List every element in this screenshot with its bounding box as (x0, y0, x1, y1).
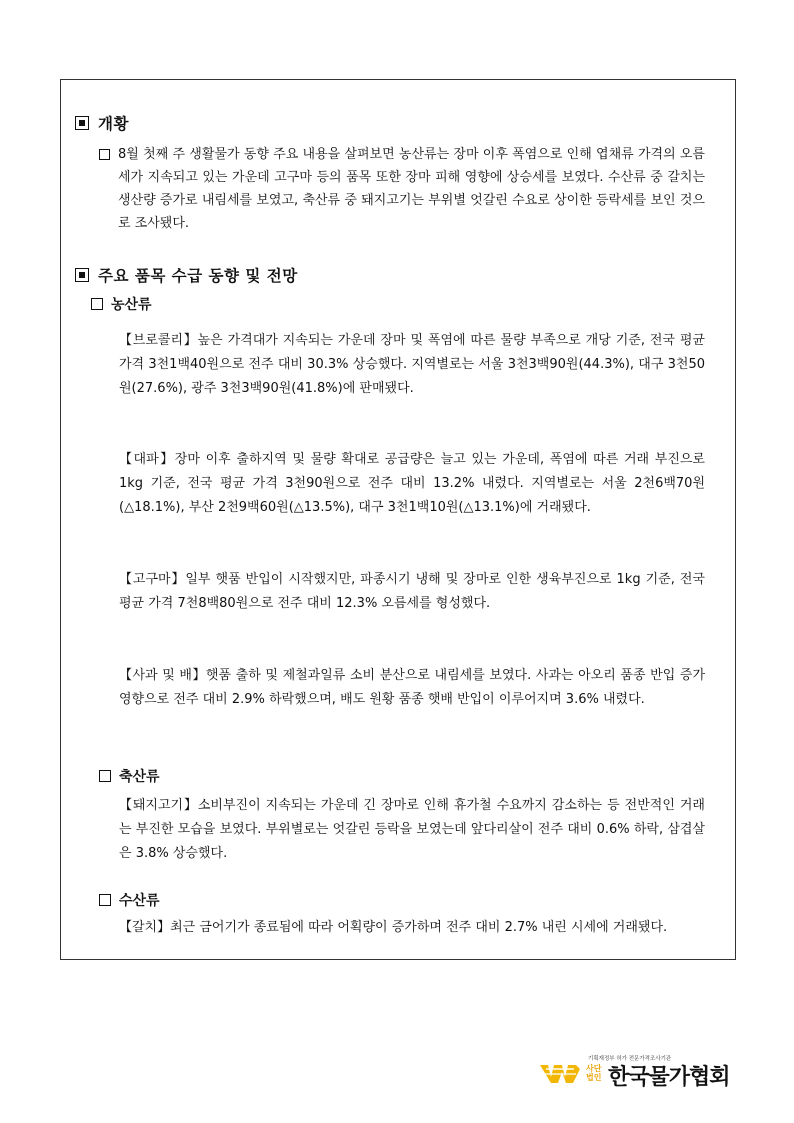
broccoli-paragraph: 【브로콜리】높은 가격대가 지속되는 가운데 장마 및 폭염에 따른 물량 부족으로 개당 기준, 전국 평균 가격 3천1백40원으로 전주 대비 30.3% 상승했다. 지역별로는 서울 3천3백90원(44.3%), 대구 3천50원(27.6%), 광주 3천3백90원(41.8%)에 판매됐다. (119, 333, 705, 396)
agri-subheading: 농산류 (91, 294, 152, 314)
greenonion-paragraph: 【대파】장마 이후 출하지역 및 물량 확대로 공급량은 늘고 있는 가운데, 폭염에 따른 거래 부진으로 1kg 기준, 전국 평균 가격 3천90원으로 전주 대비 13.2% 내렸다. 지역별로는 서울 2천6백70원(△18.1%), 부산 2천9백60원(△13.5%), 대구 3천1백10원(△13.1%)에 거래됐다. (119, 452, 705, 515)
fishery-subheading: 수산류 (99, 890, 160, 910)
overview-text: 8월 첫째 주 생활물가 동향 주요 내용을 살펴보면 농산류는 장마 이후 폭염으로 인해 엽채류 가격의 오름세가 지속되고 있는 가운데 고구마 등의 품목 또한 장마 피해 영향에 상승세를 보였다. 수산류 중 갈치는 생산량 증가로 내림세를 보였고, 축산류 중 돼지고기는 부위별 엇갈린 수요로 상이한 등락세를 보인 것으로 조사됐다. (118, 147, 705, 231)
filled-square-icon (75, 116, 89, 130)
kpa-logo (540, 1054, 736, 1090)
empty-square-icon (99, 149, 110, 160)
overview-bullet (99, 143, 705, 235)
kpa-mark-icon (540, 1063, 580, 1085)
empty-square-icon (91, 298, 103, 310)
empty-square-icon (99, 770, 111, 782)
overview-heading: 개황 (75, 112, 129, 134)
content-frame (60, 79, 736, 960)
livestock-subheading: 축산류 (99, 766, 160, 786)
hairtail-paragraph: 【갈치】최근 금어기가 종료됨에 따라 어획량이 증가하며 전주 대비 2.7% 내린 시세에 거래됐다. (119, 920, 668, 935)
empty-square-icon (99, 894, 111, 906)
sweetpotato-paragraph: 【고구마】일부 햇품 반입이 시작했지만, 파종시기 냉해 및 장마로 인한 생육부진으로 1kg 기준, 전국 평균 가격 7천8백80원으로 전주 대비 12.3% 오름세를 형성했다. (119, 572, 705, 611)
main-heading: 주요 품목 수급 동향 및 전망 (75, 264, 298, 286)
logo-tagline: 기획재정부 허가 전문가격조사기관 (588, 1056, 672, 1062)
applepear-paragraph: 【사과 및 배】햇품 출하 및 제철과일류 소비 분산으로 내림세를 보였다. 사과는 아오리 품종 반입 증가 영향으로 전주 대비 2.9% 하락했으며, 배도 원황 품종 햇배 반입이 이루어지며 3.6% 내렸다. (119, 668, 705, 707)
filled-square-icon (75, 268, 89, 282)
pork-paragraph: 【돼지고기】소비부진이 지속되는 가운데 긴 장마로 인해 휴가철 수요까지 감소하는 등 전반적인 거래는 부진한 모습을 보였다. 부위별로는 엇갈린 등락을 보였는데 앞다리살이 전주 대비 0.6% 하락, 삼겹살은 3.8% 상승했다. (119, 798, 705, 861)
logo-name: 한국물가협회 (608, 1065, 730, 1090)
logo-corp-label: 사단 법인 (586, 1064, 602, 1082)
